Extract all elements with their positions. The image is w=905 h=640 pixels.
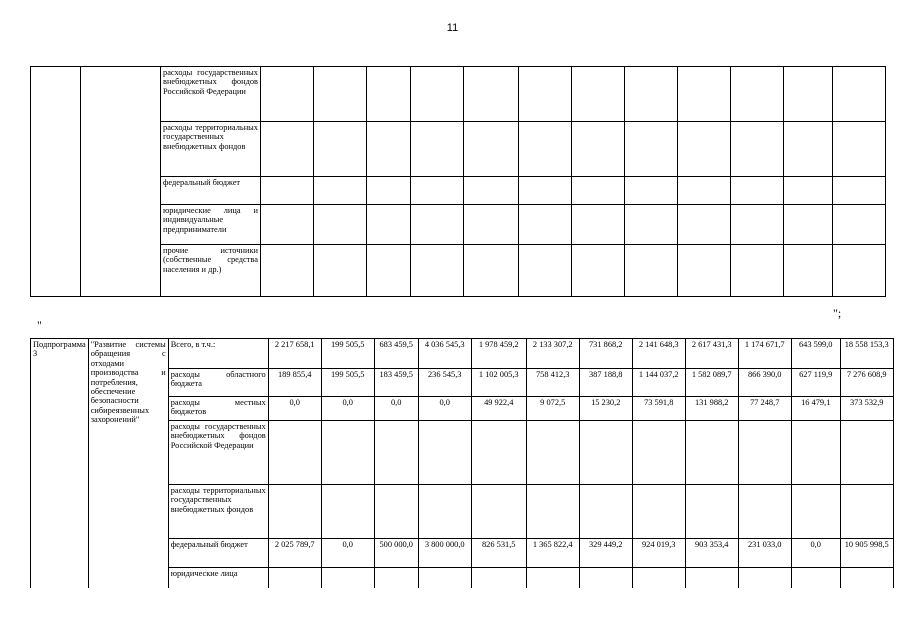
value-cell [833,122,886,177]
value-cell [784,67,833,122]
value-cell: 10 905 998,5 [840,539,893,568]
value-cell: 643 599,0 [791,339,840,369]
subprogram-title: "Развитие системы обращения с отходами производства и потребления, обеспечение безопасности сибиреязвенных захоронений" [88,339,168,608]
value-cell: 866 390,0 [738,369,791,397]
value-cell: 2 617 431,3 [685,339,738,369]
value-cell: 16 479,1 [791,397,840,421]
value-cell [464,122,519,177]
value-cell [268,485,321,539]
value-cell: 0,0 [321,539,374,568]
value-cell [519,177,572,205]
value-cell [321,421,374,485]
value-cell: 0,0 [268,397,321,421]
value-cell [833,177,886,205]
page-number: 11 [446,22,459,34]
value-cell [471,421,526,485]
value-cell: 131 988,2 [685,397,738,421]
title-cell [81,67,161,297]
value-cell [464,245,519,297]
value-cell [268,421,321,485]
table-row [31,339,894,369]
value-cell [411,245,464,297]
value-cell: 236 545,3 [418,369,471,397]
value-cell: 15 230,2 [579,397,632,421]
value-cell [833,205,886,245]
value-cell [367,67,411,122]
value-cell [572,67,625,122]
value-cell [411,122,464,177]
value-cell: 2 025 789,7 [268,539,321,568]
value-cell: 2 217 658,1 [268,339,321,369]
funding-source-label: расходы областного бюджета [168,369,268,397]
value-cell: 0,0 [418,397,471,421]
value-cell [367,205,411,245]
value-cell [261,67,314,122]
value-cell [367,245,411,297]
value-cell [314,177,367,205]
value-cell: 758 412,3 [526,369,579,397]
value-cell: 9 072,5 [526,397,579,421]
value-cell [632,485,685,539]
funding-source-label: расходы государственных внебюджетных фондов Российской Федерации [161,67,261,122]
value-cell: 73 591,8 [632,397,685,421]
value-cell [738,421,791,485]
value-cell [411,67,464,122]
value-cell: 373 532,9 [840,397,893,421]
subprogram-name: Подпрограмма 3 [31,339,89,608]
value-cell [791,485,840,539]
value-cell [464,67,519,122]
value-cell [367,177,411,205]
value-cell: 183 459,5 [374,369,418,397]
value-cell [261,205,314,245]
value-cell [261,245,314,297]
value-cell: 189 855,4 [268,369,321,397]
value-cell: 2 133 307,2 [526,339,579,369]
value-cell: 500 000,0 [374,539,418,568]
value-cell [261,177,314,205]
value-cell [471,485,526,539]
value-cell: 0,0 [321,397,374,421]
value-cell: 77 248,7 [738,397,791,421]
value-cell: 731 868,2 [579,339,632,369]
value-cell [526,485,579,539]
value-cell: 18 558 153,3 [840,339,893,369]
value-cell: 0,0 [374,397,418,421]
value-cell [833,245,886,297]
value-cell: 1 144 037,2 [632,369,685,397]
value-cell [374,485,418,539]
funding-source-label: прочие источники (собственные средства населения и др.) [161,245,261,297]
value-cell [519,67,572,122]
value-cell: 1 978 459,2 [471,339,526,369]
value-cell [519,205,572,245]
funding-source-label: федеральный бюджет [161,177,261,205]
value-cell [685,485,738,539]
value-cell [731,122,784,177]
value-cell [731,245,784,297]
funding-source-label: юридические лица и индивидуальные предприниматели [161,205,261,245]
subprogram-3-funding-table [30,338,894,608]
value-cell: 1 582 089,7 [685,369,738,397]
value-cell: 1 174 671,7 [738,339,791,369]
value-cell [572,245,625,297]
value-cell [367,122,411,177]
value-cell: 903 353,4 [685,539,738,568]
value-cell [784,245,833,297]
value-cell: 1 102 005,3 [471,369,526,397]
value-cell: 199 505,5 [321,339,374,369]
value-cell [314,245,367,297]
page-bottom-mask [0,588,905,640]
value-cell [625,67,678,122]
value-cell [374,421,418,485]
value-cell [314,122,367,177]
value-cell [418,485,471,539]
value-cell [625,122,678,177]
value-cell [572,205,625,245]
value-cell: 329 449,2 [579,539,632,568]
value-cell [314,205,367,245]
subprogram-cell [31,67,81,297]
funding-source-label: расходы территориальных государственных внебюджетных фондов [161,122,261,177]
value-cell: 627 119,9 [791,369,840,397]
value-cell: 7 276 608,9 [840,369,893,397]
value-cell: 4 036 545,3 [418,339,471,369]
value-cell: 49 922,4 [471,397,526,421]
value-cell [678,205,731,245]
value-cell [572,122,625,177]
value-cell [678,177,731,205]
opening-quote: " [37,318,42,332]
value-cell [678,122,731,177]
value-cell [418,421,471,485]
value-cell [685,421,738,485]
value-cell [314,67,367,122]
value-cell [738,485,791,539]
value-cell: 3 800 000,0 [418,539,471,568]
value-cell [840,485,893,539]
value-cell [321,485,374,539]
funding-source-label: юридические лица [168,568,268,608]
value-cell [526,421,579,485]
funding-source-label: расходы местных бюджетов [168,397,268,421]
value-cell [784,205,833,245]
value-cell [625,205,678,245]
value-cell: 387 188,8 [579,369,632,397]
value-cell: 683 459,5 [374,339,418,369]
funding-source-label: федеральный бюджет [168,539,268,568]
value-cell [791,421,840,485]
value-cell [625,245,678,297]
value-cell [731,177,784,205]
value-cell: 2 141 648,3 [632,339,685,369]
value-cell [464,177,519,205]
value-cell [261,122,314,177]
funding-source-label: расходы территориальных государственных внебюджетных фондов [168,485,268,539]
value-cell: 0,0 [791,539,840,568]
continued-funding-table [30,66,886,297]
funding-source-label: Всего, в т.ч.: [168,339,268,369]
value-cell [840,421,893,485]
value-cell [784,122,833,177]
funding-source-label: расходы государственных внебюджетных фондов Российской Федерации [168,421,268,485]
value-cell [411,177,464,205]
value-cell: 826 531,5 [471,539,526,568]
value-cell: 199 505,5 [321,369,374,397]
value-cell [833,67,886,122]
value-cell [731,205,784,245]
value-cell: 1 365 822,4 [526,539,579,568]
value-cell [519,245,572,297]
value-cell [464,205,519,245]
value-cell [784,177,833,205]
value-cell [579,485,632,539]
table-row [31,67,886,122]
value-cell [678,67,731,122]
value-cell [519,122,572,177]
value-cell: 924 019,3 [632,539,685,568]
value-cell [632,421,685,485]
value-cell [678,245,731,297]
value-cell [731,67,784,122]
value-cell [572,177,625,205]
value-cell: 231 033,0 [738,539,791,568]
value-cell [625,177,678,205]
value-cell [411,205,464,245]
closing-quote: "; [833,306,842,320]
value-cell [579,421,632,485]
